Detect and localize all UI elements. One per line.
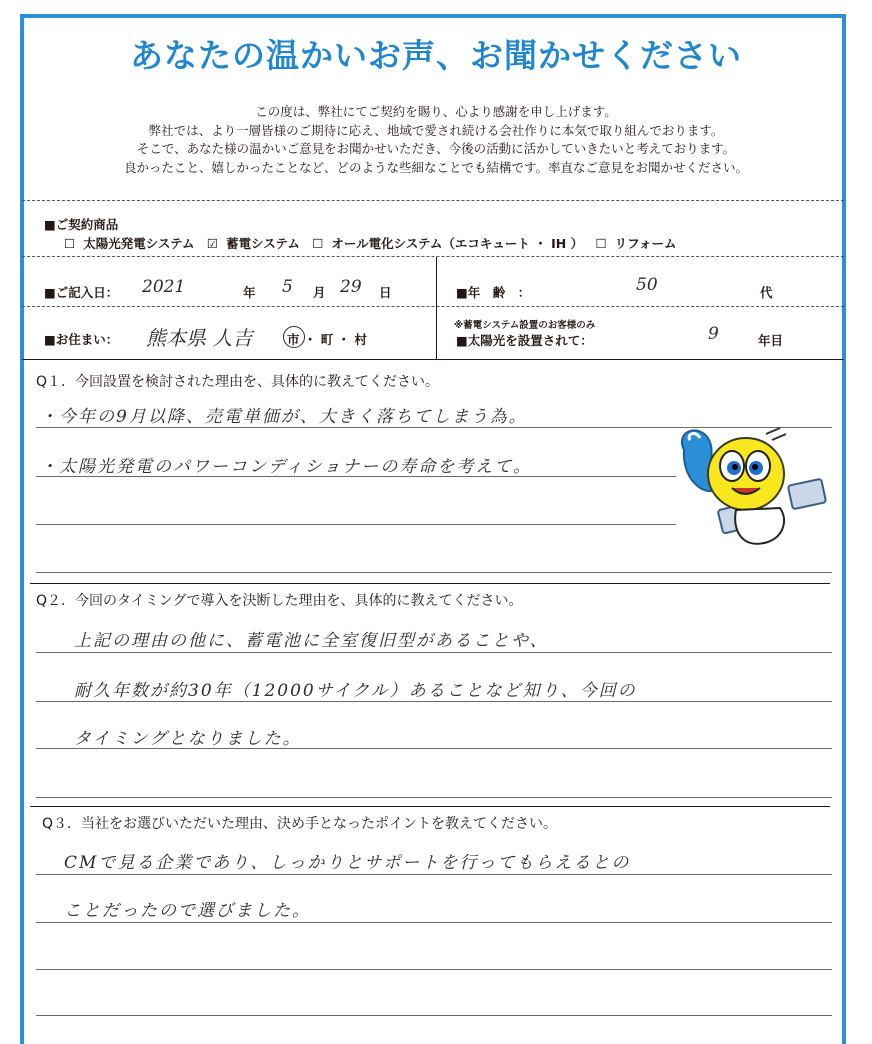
- answer-2-line[interactable]: タイミングとなりました。: [74, 729, 302, 749]
- contract-heading: ■ご契約商品: [44, 217, 119, 232]
- answer-3-line[interactable]: ことだったので選びました。: [64, 901, 311, 921]
- day-unit: 日: [379, 285, 392, 300]
- answer-line: [36, 874, 832, 875]
- address-label: ■お住まい：: [44, 332, 119, 347]
- answer-1-line[interactable]: ・太陽光発電のパワーコンディショナーの寿命を考えて。: [40, 457, 532, 477]
- option-storage-label: 蓄電システム: [226, 236, 300, 251]
- circle-mark: [283, 326, 305, 348]
- date-day[interactable]: 29: [340, 277, 362, 297]
- divider-vertical: [436, 257, 437, 360]
- page-title: あなたの温かいお声、お聞かせください: [130, 36, 742, 75]
- intro-line: そこで、あなた様の温かいご意見をお聞かせいただき、今後の活動に活かしていきたいと考えております。: [136, 141, 736, 156]
- answer-line: [36, 969, 832, 970]
- answer-line: [36, 1015, 832, 1016]
- divider: [22, 359, 844, 360]
- date-label: ■ご記入日：: [44, 285, 119, 300]
- answer-line: [36, 922, 832, 923]
- date-year[interactable]: 2021: [142, 277, 186, 297]
- option-solar-label: 太陽光発電システム: [83, 236, 195, 251]
- question-2: Q２．今回のタイミングで導入を決断した理由を、具体的に教えてください。: [36, 593, 523, 609]
- divider: [22, 306, 844, 307]
- intro-text: [0, 103, 872, 177]
- checkbox-reform[interactable]: ☐: [595, 236, 607, 251]
- intro-line: 弊社では、より一層皆様のご期待に応え、地域で愛され続ける会社作りに本気で取り組んでおります。: [148, 122, 724, 138]
- solar-note: ※蓄電システム設置のお客様のみ: [454, 320, 596, 331]
- divider: [30, 806, 830, 807]
- answer-line: [36, 748, 832, 749]
- age-unit: 代: [760, 285, 773, 300]
- answer-line: [36, 524, 676, 525]
- answer-2-line[interactable]: 耐久年数が約30年（12000サイクル）あることなど知り、今回の: [74, 681, 637, 701]
- month-unit: 月: [313, 285, 326, 300]
- checkbox-all-electric[interactable]: ☐: [312, 236, 324, 251]
- contract-options: [64, 234, 685, 252]
- address-units: 市 ・ 町 ・ 村: [287, 332, 367, 347]
- age-label: ■年 齢 ：: [456, 285, 531, 300]
- answer-line: [36, 476, 676, 477]
- solar-unit: 年目: [758, 333, 784, 348]
- solar-label: ■太陽光を設置されて：: [456, 333, 593, 348]
- divider: [30, 583, 830, 584]
- age-value[interactable]: 50: [636, 275, 658, 295]
- solar-years[interactable]: 9: [708, 324, 719, 344]
- answer-line: [36, 652, 832, 653]
- date-month[interactable]: 5: [282, 277, 293, 297]
- answer-line: [36, 797, 832, 798]
- answer-line: [36, 572, 832, 573]
- answer-3-line[interactable]: CMで見る企業であり、しっかりとサポートを行ってもらえるとの: [64, 853, 631, 873]
- year-unit: 年: [243, 285, 256, 300]
- question-3: Q３．当社をお選びいただいた理由、決め手となったポイントを教えてください。: [42, 816, 558, 832]
- divider: [22, 200, 844, 201]
- address-value[interactable]: 熊本県 人吉: [146, 326, 253, 350]
- intro-line: この度は、弊社にてご契約を賜り、心より感謝を申し上げます。: [255, 104, 617, 119]
- answer-1-line[interactable]: ・今年の9月以降、売電単価が、大きく落ちてしまう為。: [40, 407, 528, 427]
- question-1: Q１．今回設置を検討された理由を、具体的に教えてください。: [36, 374, 440, 390]
- divider: [22, 256, 844, 257]
- checkbox-storage-checked[interactable]: ☑: [206, 236, 219, 251]
- mascot-icon: [672, 420, 837, 570]
- option-all-electric-label: オール電化システム（エコキュート ・ IH ）: [331, 236, 584, 251]
- intro-line: 良かったこと、嬉しかったことなど、どのような些細なことでも結構です。率直なご意見をお聞かせください。: [123, 159, 748, 175]
- answer-line: [36, 701, 832, 702]
- checkbox-solar[interactable]: ☐: [64, 236, 76, 251]
- answer-2-line[interactable]: 上記の理由の他に、蓄電池に全室復旧型があることや、: [74, 631, 549, 651]
- option-reform-label: リフォーム: [614, 236, 677, 251]
